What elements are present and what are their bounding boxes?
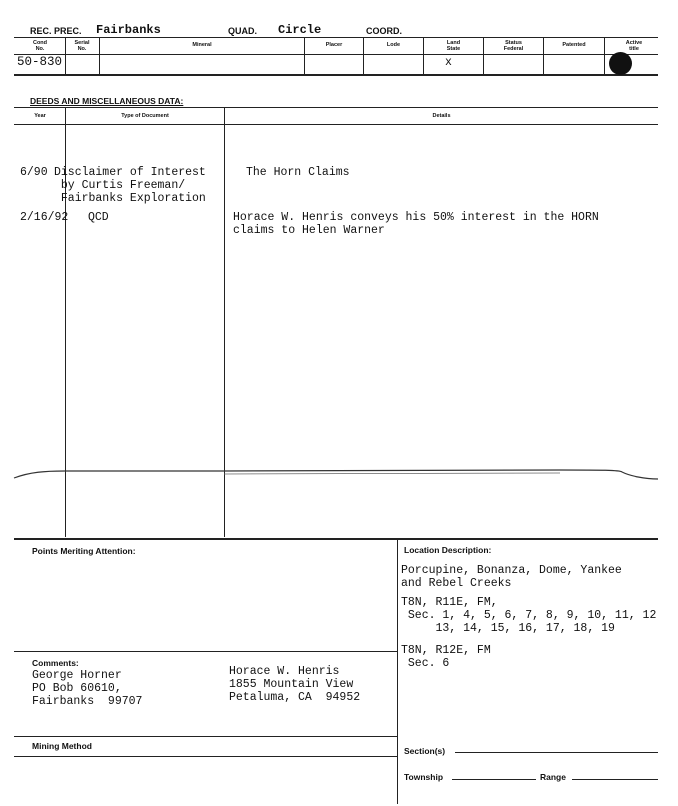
rec-prec-value: Fairbanks <box>96 23 161 37</box>
sections-label: Section(s) <box>404 746 446 756</box>
rule-col1 <box>65 37 66 74</box>
range-label: Range <box>540 772 566 782</box>
col-status-federal: Status Federal <box>503 40 524 52</box>
entry-2-type: QCD <box>88 211 109 224</box>
col-active-title: Active title <box>625 40 643 52</box>
col-serial-no: Serial No. <box>74 40 90 52</box>
rule-bottom-top <box>14 538 658 540</box>
active-title-dot <box>609 52 632 75</box>
rule-deeds-header <box>14 124 658 125</box>
land-state-mark: x <box>445 56 452 69</box>
comments-contact-1: George Horner PO Bob 60610, Fairbanks 99707 <box>32 669 143 708</box>
cond-no-value: 50-830 <box>17 55 63 69</box>
range-line <box>572 779 658 780</box>
location-creeks: Porcupine, Bonanza, Dome, Yankee and Rebel Creeks <box>401 564 622 590</box>
col-patented: Patented <box>562 42 586 48</box>
rule-mining-bottom <box>14 756 397 757</box>
township-label: Township <box>404 772 444 782</box>
entry-1-year: 6/90 <box>20 166 48 179</box>
rule-mining-top <box>14 736 397 737</box>
points-label: Points Meriting Attention: <box>32 546 136 556</box>
col-details: Details <box>432 113 451 119</box>
sections-line <box>455 752 658 753</box>
col-land-state: Land State <box>446 40 461 52</box>
col-mineral: Mineral <box>192 42 212 48</box>
col-lode: Lode <box>386 42 401 48</box>
location-label: Location Description: <box>404 545 492 555</box>
rec-prec-label: REC. PREC. <box>30 26 82 36</box>
rule-row-bottom <box>14 74 658 76</box>
deeds-title: DEEDS AND MISCELLANEOUS DATA: <box>30 96 184 106</box>
rule-top <box>14 37 658 38</box>
rule-bottom-divider <box>397 538 398 804</box>
township-line <box>452 779 536 780</box>
mining-method-label: Mining Method <box>32 741 92 751</box>
scan-fold-line <box>0 462 678 484</box>
quad-label: QUAD. <box>228 26 257 36</box>
col-placer: Placer <box>325 42 343 48</box>
quad-value: Circle <box>278 23 322 37</box>
rule-deeds-top <box>14 107 658 108</box>
rule-col8 <box>604 37 605 74</box>
location-tract-1: T8N, R11E, FM, Sec. 1, 4, 5, 6, 7, 8, 9, 10, 11, 12 13, 14, 15, 16, 17, 18, 19 <box>401 596 657 635</box>
comments-label: Comments: <box>32 658 79 668</box>
col-type: Type of Document <box>121 113 169 119</box>
col-cond-no: Cond No. <box>32 40 48 52</box>
location-tract-2: T8N, R12E, FM Sec. 6 <box>401 644 491 670</box>
coord-label: COORD. <box>366 26 402 36</box>
rule-header-bottom <box>14 54 658 55</box>
rule-comments-top <box>14 651 397 652</box>
entry-1-details: The Horn Claims <box>246 166 350 179</box>
col-year: Year <box>34 113 46 119</box>
entry-2-details: Horace W. Henris conveys his 50% interest in the HORN claims to Helen Warner <box>233 211 599 237</box>
comments-contact-2: Horace W. Henris 1855 Mountain View Petaluma, CA 94952 <box>229 665 361 704</box>
entry-2-year: 2/16/92 <box>20 211 69 224</box>
entry-1-type: Disclaimer of Interest by Curtis Freeman/ Fairbanks Exploration <box>54 166 206 205</box>
